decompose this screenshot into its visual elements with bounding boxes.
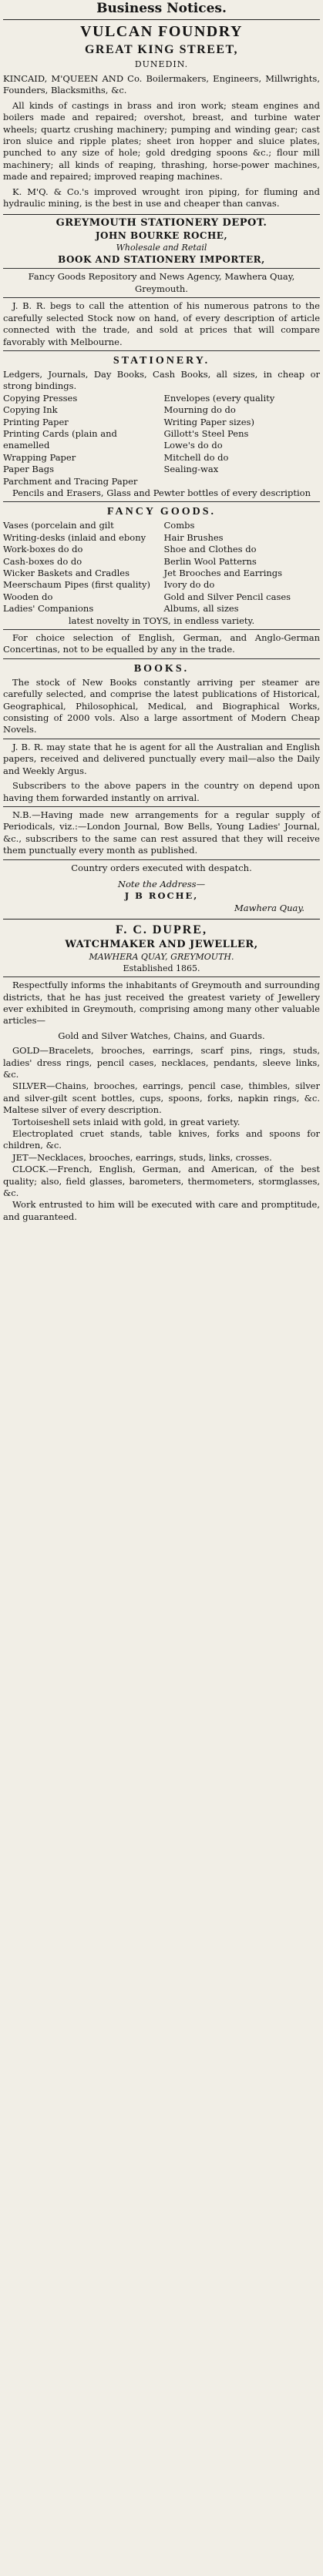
silver-paragraph: SILVER—Chains, brooches, earrings, pencil case, thimbles, silver and silver-gilt scent bottles, cups, spoons, forks, napkin rings, &c. Maltese silver of every description.	[3, 1080, 320, 1116]
fancy-goods-list	[3, 520, 320, 615]
list-item: Mitchell do do	[163, 451, 229, 463]
address-label: Note the Address—	[117, 878, 206, 889]
list-item: Meerschaum Pipes (first quality)	[3, 579, 151, 591]
country-orders-line: Country orders executed with despatch.	[71, 862, 252, 873]
list-item: Wooden do	[3, 591, 53, 602]
rule	[3, 268, 320, 269]
stationery-list	[3, 393, 320, 487]
list-item: Work-boxes do do	[3, 544, 83, 555]
list-item: Envelopes (every quality	[163, 392, 275, 404]
subscribers-paragraph: Subscribers to the above papers in the country on depend upon having them forwarded instantly on arrival.	[3, 780, 320, 803]
list-item: Shoe and Clothes do	[163, 544, 257, 555]
list-item: Ivory do do	[163, 579, 215, 591]
pencils-line: Pencils and Erasers, Glass and Pewter bottles of every description	[12, 487, 311, 498]
ad-trade: WATCHMAKER AND JEWELLER,	[65, 939, 258, 951]
list-item: Wicker Baskets and Cradles	[3, 568, 130, 578]
list-item: Copying Ink	[3, 404, 58, 416]
proprietor-role: Wholesale and Retail	[116, 243, 207, 253]
ad-title: VULCAN FOUNDRY	[80, 23, 243, 40]
list-item: Vases (porcelain and gilt	[3, 520, 114, 531]
list-item: Copying Presses	[3, 392, 78, 404]
jet-line: JET—Necklaces, brooches, earrings, studs, links, crosses.	[12, 1151, 272, 1163]
rule	[3, 214, 320, 215]
ad-body: All kinds of castings in brass and iron work; steam engines and boilers made and repaired; overshot, breast, and turbine water wheels; quartz crushing machinery; pumping and winding gear; cast iron sluice and ripple plates; sheet iron hopper and sluice plates, punched to any size of hole; gold dredging spoons &c.; flour mill machinery; all kinds of reaping, thrashing, horse-power machines, made and repaired; improved reaping machines.	[3, 99, 320, 183]
list-item: Wrapping Paper	[3, 451, 76, 463]
fancy-goods-heading: FANCY GOODS.	[107, 506, 216, 518]
list-item: Lowe's do do	[163, 440, 223, 451]
ad-established: Established 1865.	[123, 963, 200, 974]
watches-line: Gold and Silver Watches, Chains, and Guards.	[58, 1030, 265, 1041]
books-paragraph: The stock of New Books constantly arriving per steamer are carefully selected, and comprise the latest publications of Historical, Geographical, Philosophical, Medical, and Biographical Works, consisting of 2000 vols. Also a large assortment of Modern Cheap Novels.	[3, 676, 320, 735]
rule	[3, 658, 320, 659]
rule	[3, 806, 320, 807]
rule	[3, 629, 320, 630]
rule	[3, 19, 320, 20]
list-item: Printing Paper	[3, 416, 69, 427]
list-item: Sealing-wax	[163, 464, 219, 475]
rule	[3, 859, 320, 860]
rule	[3, 501, 320, 502]
ad-pipe: K. M'Q. & Co.'s improved wrought iron piping, for fluming and hydraulic mining, is the best in use and cheaper than canvas.	[3, 186, 320, 209]
newspaper-column	[3, 0, 320, 1223]
stationery-heading: STATIONERY.	[113, 354, 210, 367]
tortoiseshell-line: Tortoiseshell sets inlaid with gold, in great variety.	[12, 1116, 241, 1127]
list-item: Ladies' Companions	[3, 603, 94, 615]
list-item: Cash-boxes do do	[3, 555, 82, 567]
list-item: Writing-desks (inlaid and ebony	[3, 531, 146, 543]
gold-paragraph: GOLD—Bracelets, brooches, earrings, scarf pins, rings, studs, ladies' dress rings, pencil cases, necklaces, pendants, sleeve links, &c.	[3, 1045, 320, 1080]
stationery-intro: Ledgers, Journals, Day Books, Cash Books, all sizes, in cheap or strong bindings.	[3, 368, 320, 392]
list-item: Writing Paper sizes)	[163, 416, 254, 427]
masthead: Business Notices.	[96, 1, 227, 16]
intro-paragraph: Respectfully informs the inhabitants of Greymouth and surrounding districts, that he has just received the greatest variety of Jewellery ever exhibited in Greymouth, comprising among many other valuable articles—	[3, 980, 320, 1027]
ad-city: DUNEDIN.	[134, 59, 189, 69]
signature-place: Mawhera Quay.	[234, 902, 304, 913]
list-item: Albums, all sizes	[163, 603, 239, 615]
list-item: Gold and Silver Pencil cases	[163, 591, 291, 602]
list-item: Combs	[163, 520, 195, 531]
proprietor-name: JOHN BOURKE ROCHE,	[95, 230, 228, 242]
list-item: Gillott's Steel Pens	[163, 427, 249, 439]
ad-intro: KINCAID, M'QUEEN AND Co. Boilermakers, Engineers, Millwrights, Founders, Blacksmiths, &c.	[3, 73, 320, 96]
ad-title: GREYMOUTH STATIONERY DEPOT.	[56, 217, 267, 229]
rule	[3, 919, 320, 920]
ad-address: MAWHERA QUAY, GREYMOUTH.	[89, 952, 234, 963]
watchmaker-ad	[3, 922, 320, 1223]
signature-name: J B ROCHE,	[124, 890, 199, 902]
rule	[3, 350, 320, 351]
rule	[3, 297, 320, 298]
agent-paragraph: J. B. R. may state that he is agent for all the Australian and English papers, received and delivered punctually every mail—also the Daily and Weekly Argus.	[3, 741, 320, 776]
list-item: Berlin Wool Patterns	[163, 555, 257, 567]
toys-line: latest novelty in TOYS, in endless variety.	[68, 615, 255, 626]
vulcan-foundry-ad	[3, 22, 320, 209]
list-item: Hair Brushes	[163, 531, 224, 543]
list-item: Paper Bags	[3, 464, 54, 475]
repository-line: Fancy Goods Repository and News Agency, Mawhera Quay, Greymouth.	[28, 271, 295, 294]
work-line: Work entrusted to him will be executed with care and promptitude, and guaranteed.	[3, 1199, 320, 1222]
thanks-paragraph: J. B. R. begs to call the attention of his numerous patrons to the carefully selected Stock now on hand, of every description of article connected with the trade, and sold at prices that will compare favorably with Melbourne.	[3, 300, 320, 347]
stationery-depot-ad	[3, 217, 320, 914]
concertina-paragraph: For choice selection of English, German, and Anglo-German Concertinas, not to be equalled by any in the trade.	[3, 632, 320, 655]
list-item: Mourning do do	[163, 404, 236, 416]
ad-title: F. C. DUPRE,	[116, 923, 207, 937]
electroplate-line: Electroplated cruet stands, table knives, forks and spoons for children, &c.	[3, 1128, 320, 1151]
proprietor-trade: BOOK AND STATIONERY IMPORTER,	[58, 254, 265, 266]
list-item: Jet Brooches and Earrings	[163, 568, 283, 578]
rule	[3, 976, 320, 977]
list-item: Parchment and Tracing Paper	[3, 475, 138, 487]
nb-paragraph: N.B.—Having made new arrangements for a regular supply of Periodicals, viz.:—London Journal, Bow Bells, Young Ladies' Journal, &c., subscribers to the same can rest assured that they will receive them punctually every month as published.	[3, 809, 320, 856]
ad-street: GREAT KING STREET,	[84, 43, 239, 56]
clock-paragraph: CLOCK.—French, English, German, and American, of the best quality; also, field glasses, barometers, thermometers, stormglasses, &c.	[3, 1164, 320, 1199]
books-heading: BOOKS.	[133, 662, 190, 675]
list-item: Printing Cards (plain and enamelled	[3, 427, 117, 451]
